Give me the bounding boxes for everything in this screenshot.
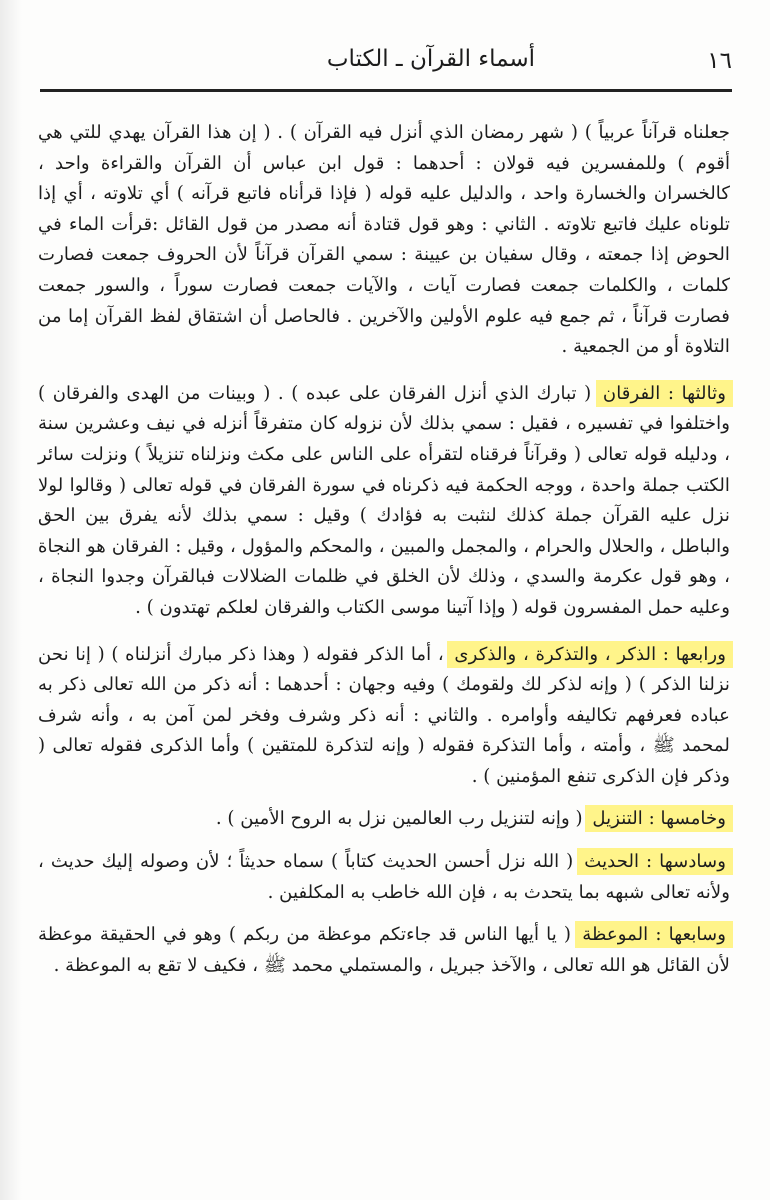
highlighted-heading: وثالثها : الفرقان — [599, 383, 730, 404]
paragraph-gap — [38, 835, 730, 847]
text-line: أقوم ) وللمفسرين فيه قولان : أحدهما : قول ابن عباس أن القرآن والقراءة واحد ، — [38, 152, 730, 174]
scan-edge-shadow — [0, 0, 22, 1200]
page-body — [38, 118, 730, 1180]
paragraph-gap — [38, 792, 730, 804]
text-line: كالخسران والخسارة واحد ، والدليل عليه قوله ( فإذا قرأناه فاتبع قرآنه ) أي تلاوته ، أي إذا — [38, 183, 730, 205]
text-line: الحق والباطل ، والحلال والحرام ، والمجمل والمبين ، والمحكم والمؤول ، وقيل : الفرقان هو — [38, 505, 730, 557]
paragraph-gap — [38, 908, 730, 920]
text-line: موعظة لأن القائل هو الله تعالى ، والآخذ جبريل ، والمستملي محمد ﷺ ، فكيف لا تقع به — [38, 924, 730, 976]
paragraph-dhikr — [38, 640, 730, 793]
running-title: أسماء القرآن ـ الكتاب — [326, 46, 536, 72]
highlighted-heading: ورابعها : الذكر ، والتذكرة ، والذكرى — [450, 644, 730, 665]
text-line: وعشرين سنة ، ودليله قوله تعالى ( وقرآناً فرقناه لتقرأه على الناس على مكث ونزلناه تنزيلاً ) — [38, 413, 730, 465]
text-line: شرف لمحمد ﷺ ، وأمته ، وأما التذكرة فقوله ( وإنه لتذكرة للمتقين ) وأما الذكرى فقوله — [38, 704, 730, 757]
paragraph-gap — [38, 363, 730, 379]
text-line: كلمات ، والكلمات جمعت فصارت آيات ، والآيات جمعت فصارت سوراً ، والسور جمعت — [38, 274, 730, 296]
paragraph-furqan — [38, 379, 730, 624]
text-line: جعلناه قرآناً عربياً ) ( شهر رمضان الذي أنزل فيه القرآن ) . ( إن هذا القرآن يهدي للتي هي — [38, 122, 730, 143]
highlighted-heading: وسابعها : الموعظة — [578, 924, 730, 945]
highlighted-heading: وخامسها : التنزيل — [588, 808, 730, 829]
paragraph-quran — [38, 118, 730, 363]
text-line: تعالى ذكر به عباده فعرفهم تكاليفه وأوامره . والثاني : أنه ذكر وشرف وفخر لمن آمن به ، وأنه — [38, 674, 730, 726]
page-number: ١٦ — [707, 48, 732, 74]
text-line: النجاة ، وعليه حمل المفسرون قوله ( وإذا آتينا موسى الكتاب والفرقان لعلكم تهتدون ) . — [38, 566, 730, 618]
highlighted-heading: وسادسها : الحديث — [580, 851, 730, 872]
text-line: التلاوة أو من الجمعية . — [561, 336, 730, 358]
text-line: الحوض إذا جمعته ، وقال سفيان بن عيينة : سمي القرآن قرآناً لأن الحروف جمعت فصارت — [38, 244, 730, 266]
paragraph-gap — [38, 624, 730, 640]
paragraph-hadith — [38, 847, 730, 908]
text-line: ( تبارك الذي أنزل الفرقان على عبده ) . ( وبينات من الهدى — [126, 382, 599, 404]
text-line: والفرقان ) واختلفوا في تفسيره ، فقيل : سمي بذلك لأن نزوله كان متفرقاً أنزله في نيف — [38, 382, 730, 435]
text-line: فصارت قرآناً ، ثم جمع فيه علوم الأولين والآخرين . فالحاصل أن اشتقاق لفظ القرآن إما من — [38, 305, 730, 327]
text-line: ( الله نزل أحسن الحديث كتاباً ) سماه حديثاً ؛ لأن وصوله إليك — [101, 851, 581, 873]
text-line: ونزلت سائر الكتب جملة واحدة ، ووجه الحكمة فيه ذكرناه في سورة الفرقان في قوله تعالى — [38, 443, 730, 496]
text-line: ( وإنه لتنزيل رب العالمين نزل به الروح الأمين ) . — [215, 808, 589, 830]
paragraph-mawiza — [38, 920, 730, 981]
text-line: تعالى ( وذكر فإن الذكرى تنفع المؤمنين ) . — [38, 735, 730, 787]
paragraph-tanzil — [38, 804, 730, 835]
text-line: ( إنا نحن نزلنا الذكر ) ( وإنه لذكر لك ولقومك ) وفيه وجهان : أحدهما : أنه ذكر من الله — [38, 643, 730, 696]
text-line: ، أما الذكر فقوله ( وهذا ذكر مبارك أنزلناه ) — [111, 643, 451, 665]
text-line: تلوناه عليك فاتبع تلاوته . الثاني : وهو قول قتادة أنه مصدر من قول القائل :قرأت الماء في — [38, 213, 730, 235]
text-line: ( يا أيها الناس قد جاءتكم موعظة من ربكم ) وهو في الحقيقة — [99, 924, 579, 946]
text-line: حديث ، ولأنه تعالى شبهه بما يتحدث به ، فإن الله خاطب به المكلفين . — [38, 851, 730, 903]
text-line: ( وقالوا لولا نزل عليه القرآن جملة كذلك لنثبت به فؤادك ) وقيل : سمي بذلك لأنه يفرق بين — [38, 474, 730, 527]
text-line: النجاة ، وهو قول عكرمة والسدي ، وذلك لأن الخلق في ظلمات الضلالات فبالقرآن وجدوا — [38, 535, 731, 588]
header-rule — [40, 89, 732, 92]
page-header — [40, 40, 732, 86]
text-line: الموعظة . — [53, 954, 132, 976]
